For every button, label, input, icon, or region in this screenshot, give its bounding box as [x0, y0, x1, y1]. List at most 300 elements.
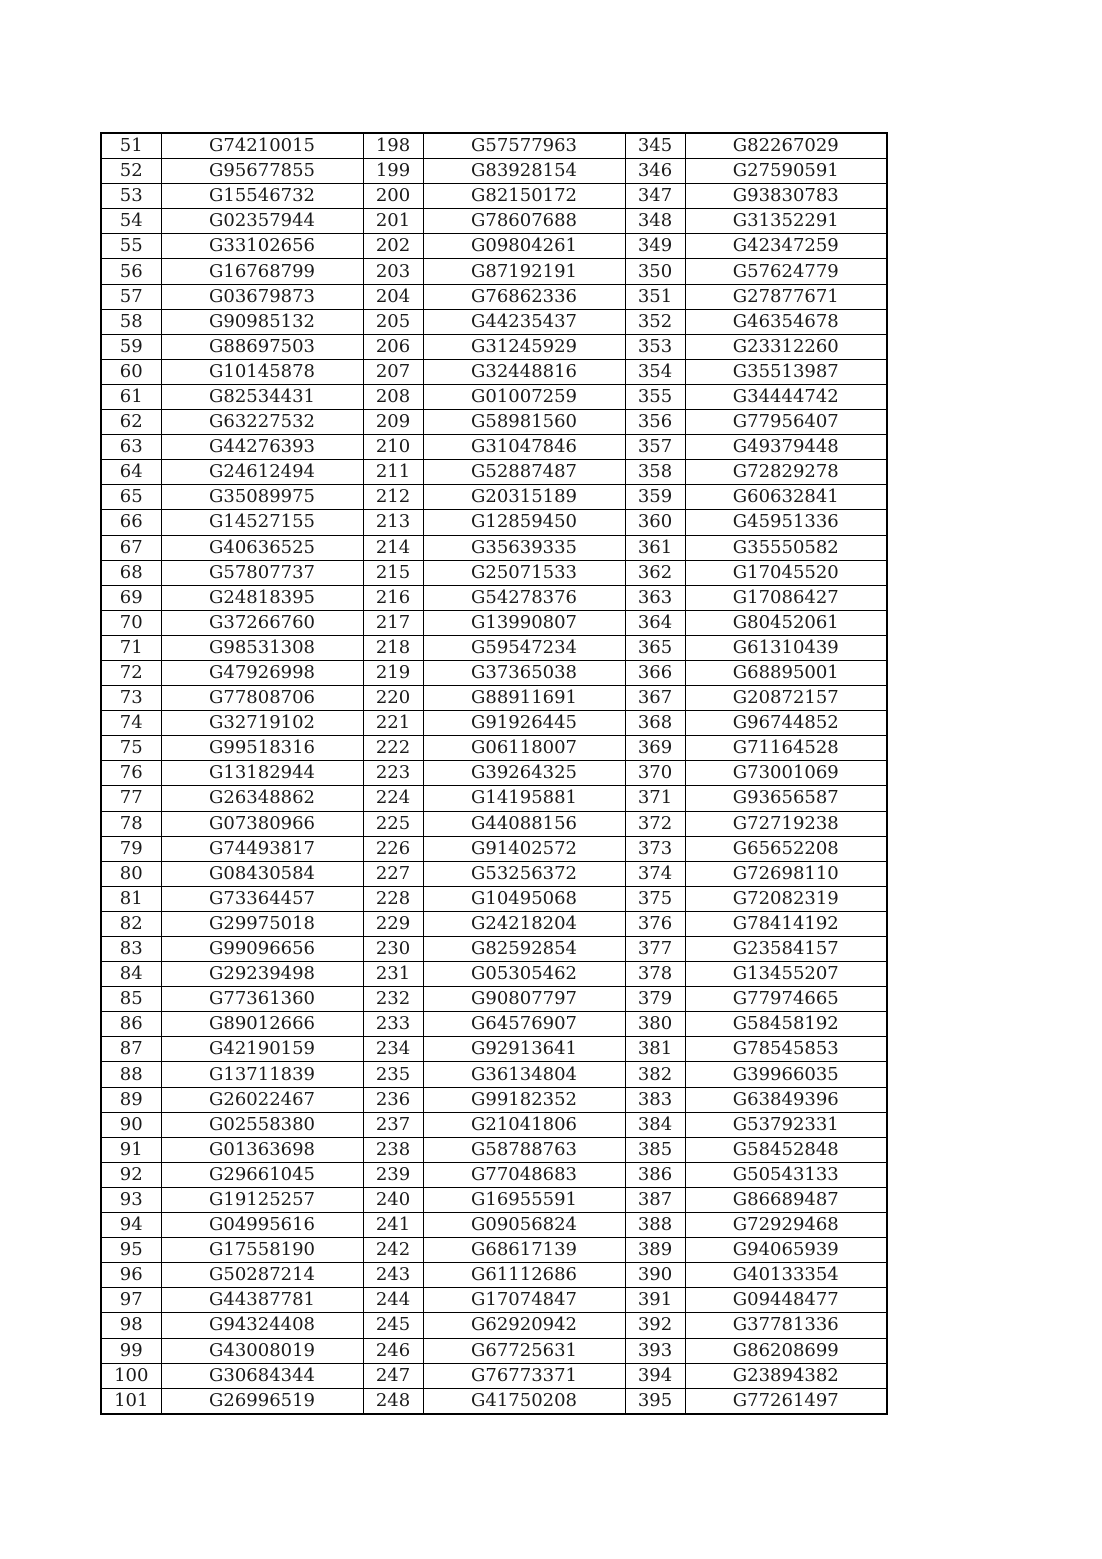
seq-number-cell: 356: [625, 410, 685, 435]
code-cell: G13182944: [161, 761, 363, 786]
code-cell: G90807797: [423, 987, 625, 1012]
seq-number-cell: 93: [101, 1187, 161, 1212]
table-body: [101, 133, 887, 1414]
seq-number-cell: 202: [363, 234, 423, 259]
table-row: [101, 811, 887, 836]
seq-number-cell: 388: [625, 1213, 685, 1238]
code-cell: G16768799: [161, 259, 363, 284]
seq-number-cell: 210: [363, 435, 423, 460]
seq-number-cell: 87: [101, 1037, 161, 1062]
table-row: [101, 334, 887, 359]
code-cell: G68617139: [423, 1238, 625, 1263]
code-cell: G32719102: [161, 711, 363, 736]
seq-number-cell: 232: [363, 987, 423, 1012]
seq-number-cell: 58: [101, 309, 161, 334]
table-row: [101, 234, 887, 259]
seq-number-cell: 350: [625, 259, 685, 284]
code-cell: G61112686: [423, 1263, 625, 1288]
table-row: [101, 1338, 887, 1363]
table-row: [101, 635, 887, 660]
seq-number-cell: 214: [363, 535, 423, 560]
code-cell: G24218204: [423, 911, 625, 936]
id-table: [100, 132, 888, 1415]
seq-number-cell: 54: [101, 209, 161, 234]
table-row: [101, 1087, 887, 1112]
code-cell: G74210015: [161, 133, 363, 159]
code-cell: G90985132: [161, 309, 363, 334]
table-row: [101, 510, 887, 535]
seq-number-cell: 364: [625, 610, 685, 635]
seq-number-cell: 380: [625, 1012, 685, 1037]
code-cell: G50543133: [685, 1162, 887, 1187]
seq-number-cell: 238: [363, 1137, 423, 1162]
seq-number-cell: 245: [363, 1313, 423, 1338]
seq-number-cell: 81: [101, 886, 161, 911]
table-row: [101, 1313, 887, 1338]
seq-number-cell: 82: [101, 911, 161, 936]
seq-number-cell: 88: [101, 1062, 161, 1087]
code-cell: G49379448: [685, 435, 887, 460]
code-cell: G13455207: [685, 962, 887, 987]
code-cell: G42347259: [685, 234, 887, 259]
code-cell: G78607688: [423, 209, 625, 234]
seq-number-cell: 383: [625, 1087, 685, 1112]
code-cell: G77261497: [685, 1388, 887, 1414]
code-cell: G68895001: [685, 660, 887, 685]
seq-number-cell: 96: [101, 1263, 161, 1288]
seq-number-cell: 387: [625, 1187, 685, 1212]
seq-number-cell: 199: [363, 159, 423, 184]
table-row: [101, 610, 887, 635]
code-cell: G05305462: [423, 962, 625, 987]
code-cell: G74493817: [161, 836, 363, 861]
seq-number-cell: 234: [363, 1037, 423, 1062]
code-cell: G24612494: [161, 460, 363, 485]
code-cell: G31245929: [423, 334, 625, 359]
seq-number-cell: 51: [101, 133, 161, 159]
code-cell: G87192191: [423, 259, 625, 284]
code-cell: G91402572: [423, 836, 625, 861]
seq-number-cell: 222: [363, 736, 423, 761]
seq-number-cell: 391: [625, 1288, 685, 1313]
seq-number-cell: 362: [625, 560, 685, 585]
table-row: [101, 1062, 887, 1087]
seq-number-cell: 90: [101, 1112, 161, 1137]
code-cell: G59547234: [423, 635, 625, 660]
code-cell: G09804261: [423, 234, 625, 259]
seq-number-cell: 62: [101, 410, 161, 435]
code-cell: G72719238: [685, 811, 887, 836]
code-cell: G17086427: [685, 585, 887, 610]
seq-number-cell: 78: [101, 811, 161, 836]
code-cell: G52887487: [423, 460, 625, 485]
code-cell: G23894382: [685, 1363, 887, 1388]
code-cell: G24818395: [161, 585, 363, 610]
seq-number-cell: 366: [625, 660, 685, 685]
seq-number-cell: 83: [101, 937, 161, 962]
seq-number-cell: 367: [625, 686, 685, 711]
seq-number-cell: 72: [101, 660, 161, 685]
table-row: [101, 711, 887, 736]
seq-number-cell: 63: [101, 435, 161, 460]
seq-number-cell: 215: [363, 560, 423, 585]
table-row: [101, 485, 887, 510]
seq-number-cell: 382: [625, 1062, 685, 1087]
seq-number-cell: 224: [363, 786, 423, 811]
seq-number-cell: 230: [363, 937, 423, 962]
seq-number-cell: 226: [363, 836, 423, 861]
code-cell: G36134804: [423, 1062, 625, 1087]
code-cell: G33102656: [161, 234, 363, 259]
code-cell: G89012666: [161, 1012, 363, 1037]
code-cell: G63227532: [161, 410, 363, 435]
code-cell: G17045520: [685, 560, 887, 585]
seq-number-cell: 198: [363, 133, 423, 159]
seq-number-cell: 354: [625, 359, 685, 384]
table-row: [101, 560, 887, 585]
table-row: [101, 184, 887, 209]
table-row: [101, 1137, 887, 1162]
table-row: [101, 1162, 887, 1187]
seq-number-cell: 228: [363, 886, 423, 911]
code-cell: G25071533: [423, 560, 625, 585]
seq-number-cell: 92: [101, 1162, 161, 1187]
code-cell: G63849396: [685, 1087, 887, 1112]
seq-number-cell: 361: [625, 535, 685, 560]
code-cell: G35089975: [161, 485, 363, 510]
code-cell: G10495068: [423, 886, 625, 911]
code-cell: G82267029: [685, 133, 887, 159]
code-cell: G98531308: [161, 635, 363, 660]
seq-number-cell: 395: [625, 1388, 685, 1414]
seq-number-cell: 203: [363, 259, 423, 284]
seq-number-cell: 386: [625, 1162, 685, 1187]
table-row: [101, 736, 887, 761]
code-cell: G86208699: [685, 1338, 887, 1363]
seq-number-cell: 205: [363, 309, 423, 334]
seq-number-cell: 381: [625, 1037, 685, 1062]
code-cell: G47926998: [161, 660, 363, 685]
code-cell: G27877671: [685, 284, 887, 309]
code-cell: G10145878: [161, 359, 363, 384]
code-cell: G88911691: [423, 686, 625, 711]
seq-number-cell: 65: [101, 485, 161, 510]
table-row: [101, 1263, 887, 1288]
seq-number-cell: 347: [625, 184, 685, 209]
seq-number-cell: 242: [363, 1238, 423, 1263]
seq-number-cell: 243: [363, 1263, 423, 1288]
table-row: [101, 786, 887, 811]
seq-number-cell: 227: [363, 861, 423, 886]
code-cell: G09448477: [685, 1288, 887, 1313]
code-cell: G02558380: [161, 1112, 363, 1137]
seq-number-cell: 221: [363, 711, 423, 736]
seq-number-cell: 244: [363, 1288, 423, 1313]
code-cell: G30684344: [161, 1363, 363, 1388]
code-cell: G62920942: [423, 1313, 625, 1338]
seq-number-cell: 211: [363, 460, 423, 485]
seq-number-cell: 225: [363, 811, 423, 836]
seq-number-cell: 206: [363, 334, 423, 359]
code-cell: G45951336: [685, 510, 887, 535]
seq-number-cell: 99: [101, 1338, 161, 1363]
code-cell: G73001069: [685, 761, 887, 786]
seq-number-cell: 85: [101, 987, 161, 1012]
code-cell: G34444742: [685, 384, 887, 409]
code-cell: G02357944: [161, 209, 363, 234]
seq-number-cell: 239: [363, 1162, 423, 1187]
code-cell: G26022467: [161, 1087, 363, 1112]
code-cell: G57807737: [161, 560, 363, 585]
table-row: [101, 836, 887, 861]
seq-number-cell: 70: [101, 610, 161, 635]
code-cell: G44276393: [161, 435, 363, 460]
seq-number-cell: 369: [625, 736, 685, 761]
code-cell: G83928154: [423, 159, 625, 184]
seq-number-cell: 208: [363, 384, 423, 409]
table-row: [101, 1187, 887, 1212]
code-cell: G31047846: [423, 435, 625, 460]
code-cell: G40636525: [161, 535, 363, 560]
seq-number-cell: 358: [625, 460, 685, 485]
seq-number-cell: 219: [363, 660, 423, 685]
seq-number-cell: 376: [625, 911, 685, 936]
code-cell: G27590591: [685, 159, 887, 184]
seq-number-cell: 64: [101, 460, 161, 485]
table-row: [101, 686, 887, 711]
seq-number-cell: 348: [625, 209, 685, 234]
code-cell: G13990807: [423, 610, 625, 635]
code-cell: G37781336: [685, 1313, 887, 1338]
code-cell: G53256372: [423, 861, 625, 886]
table-row: [101, 209, 887, 234]
code-cell: G77361360: [161, 987, 363, 1012]
table-row: [101, 861, 887, 886]
code-cell: G15546732: [161, 184, 363, 209]
seq-number-cell: 351: [625, 284, 685, 309]
seq-number-cell: 233: [363, 1012, 423, 1037]
seq-number-cell: 98: [101, 1313, 161, 1338]
seq-number-cell: 67: [101, 535, 161, 560]
code-cell: G23584157: [685, 937, 887, 962]
table-row: [101, 761, 887, 786]
code-cell: G08430584: [161, 861, 363, 886]
seq-number-cell: 56: [101, 259, 161, 284]
code-cell: G09056824: [423, 1213, 625, 1238]
table-row: [101, 886, 887, 911]
code-cell: G12859450: [423, 510, 625, 535]
code-cell: G93830783: [685, 184, 887, 209]
code-cell: G43008019: [161, 1338, 363, 1363]
seq-number-cell: 101: [101, 1388, 161, 1414]
code-cell: G82150172: [423, 184, 625, 209]
table-row: [101, 159, 887, 184]
code-cell: G54278376: [423, 585, 625, 610]
code-cell: G99096656: [161, 937, 363, 962]
code-cell: G58458192: [685, 1012, 887, 1037]
code-cell: G64576907: [423, 1012, 625, 1037]
seq-number-cell: 346: [625, 159, 685, 184]
table-row: [101, 987, 887, 1012]
seq-number-cell: 75: [101, 736, 161, 761]
table-row: [101, 309, 887, 334]
seq-number-cell: 359: [625, 485, 685, 510]
code-cell: G58981560: [423, 410, 625, 435]
seq-number-cell: 246: [363, 1338, 423, 1363]
code-cell: G78414192: [685, 911, 887, 936]
code-cell: G77808706: [161, 686, 363, 711]
seq-number-cell: 377: [625, 937, 685, 962]
code-cell: G53792331: [685, 1112, 887, 1137]
seq-number-cell: 207: [363, 359, 423, 384]
table-row: [101, 585, 887, 610]
seq-number-cell: 389: [625, 1238, 685, 1263]
seq-number-cell: 68: [101, 560, 161, 585]
table-row: [101, 535, 887, 560]
code-cell: G82534431: [161, 384, 363, 409]
code-cell: G14195881: [423, 786, 625, 811]
code-cell: G06118007: [423, 736, 625, 761]
seq-number-cell: 216: [363, 585, 423, 610]
seq-number-cell: 69: [101, 585, 161, 610]
code-cell: G72698110: [685, 861, 887, 886]
table-row: [101, 937, 887, 962]
code-cell: G57577963: [423, 133, 625, 159]
code-cell: G04995616: [161, 1213, 363, 1238]
seq-number-cell: 392: [625, 1313, 685, 1338]
code-cell: G20872157: [685, 686, 887, 711]
code-cell: G01363698: [161, 1137, 363, 1162]
seq-number-cell: 74: [101, 711, 161, 736]
seq-number-cell: 220: [363, 686, 423, 711]
table-row: [101, 1363, 887, 1388]
code-cell: G29975018: [161, 911, 363, 936]
seq-number-cell: 94: [101, 1213, 161, 1238]
code-cell: G26348862: [161, 786, 363, 811]
seq-number-cell: 200: [363, 184, 423, 209]
code-cell: G61310439: [685, 635, 887, 660]
code-cell: G16955591: [423, 1187, 625, 1212]
table-row: [101, 410, 887, 435]
seq-number-cell: 360: [625, 510, 685, 535]
seq-number-cell: 73: [101, 686, 161, 711]
seq-number-cell: 204: [363, 284, 423, 309]
code-cell: G92913641: [423, 1037, 625, 1062]
seq-number-cell: 84: [101, 962, 161, 987]
code-cell: G42190159: [161, 1037, 363, 1062]
code-cell: G44387781: [161, 1288, 363, 1313]
code-cell: G77956407: [685, 410, 887, 435]
code-cell: G91926445: [423, 711, 625, 736]
code-cell: G76773371: [423, 1363, 625, 1388]
code-cell: G94324408: [161, 1313, 363, 1338]
code-cell: G23312260: [685, 334, 887, 359]
code-cell: G41750208: [423, 1388, 625, 1414]
seq-number-cell: 353: [625, 334, 685, 359]
seq-number-cell: 212: [363, 485, 423, 510]
table-row: [101, 660, 887, 685]
table-row: [101, 133, 887, 159]
code-cell: G17558190: [161, 1238, 363, 1263]
table-row: [101, 284, 887, 309]
table-row: [101, 384, 887, 409]
code-cell: G58788763: [423, 1137, 625, 1162]
seq-number-cell: 368: [625, 711, 685, 736]
seq-number-cell: 357: [625, 435, 685, 460]
seq-number-cell: 59: [101, 334, 161, 359]
seq-number-cell: 393: [625, 1338, 685, 1363]
code-cell: G96744852: [685, 711, 887, 736]
seq-number-cell: 79: [101, 836, 161, 861]
code-cell: G46354678: [685, 309, 887, 334]
seq-number-cell: 213: [363, 510, 423, 535]
seq-number-cell: 89: [101, 1087, 161, 1112]
table-row: [101, 259, 887, 284]
seq-number-cell: 247: [363, 1363, 423, 1388]
code-cell: G93656587: [685, 786, 887, 811]
seq-number-cell: 53: [101, 184, 161, 209]
seq-number-cell: 370: [625, 761, 685, 786]
code-cell: G14527155: [161, 510, 363, 535]
seq-number-cell: 385: [625, 1137, 685, 1162]
code-cell: G20315189: [423, 485, 625, 510]
seq-number-cell: 77: [101, 786, 161, 811]
code-cell: G17074847: [423, 1288, 625, 1313]
code-cell: G03679873: [161, 284, 363, 309]
seq-number-cell: 71: [101, 635, 161, 660]
code-cell: G72829278: [685, 460, 887, 485]
seq-number-cell: 61: [101, 384, 161, 409]
code-cell: G58452848: [685, 1137, 887, 1162]
table-row: [101, 1213, 887, 1238]
seq-number-cell: 375: [625, 886, 685, 911]
seq-number-cell: 91: [101, 1137, 161, 1162]
table-row: [101, 435, 887, 460]
table-row: [101, 1388, 887, 1414]
seq-number-cell: 76: [101, 761, 161, 786]
code-cell: G77974665: [685, 987, 887, 1012]
seq-number-cell: 372: [625, 811, 685, 836]
seq-number-cell: 355: [625, 384, 685, 409]
table-row: [101, 460, 887, 485]
seq-number-cell: 235: [363, 1062, 423, 1087]
code-cell: G71164528: [685, 736, 887, 761]
seq-number-cell: 236: [363, 1087, 423, 1112]
code-cell: G77048683: [423, 1162, 625, 1187]
seq-number-cell: 240: [363, 1187, 423, 1212]
seq-number-cell: 86: [101, 1012, 161, 1037]
code-cell: G35639335: [423, 535, 625, 560]
code-cell: G82592854: [423, 937, 625, 962]
code-cell: G01007259: [423, 384, 625, 409]
seq-number-cell: 60: [101, 359, 161, 384]
seq-number-cell: 209: [363, 410, 423, 435]
seq-number-cell: 394: [625, 1363, 685, 1388]
seq-number-cell: 373: [625, 836, 685, 861]
code-cell: G86689487: [685, 1187, 887, 1212]
seq-number-cell: 80: [101, 861, 161, 886]
seq-number-cell: 384: [625, 1112, 685, 1137]
seq-number-cell: 349: [625, 234, 685, 259]
code-cell: G95677855: [161, 159, 363, 184]
code-cell: G35513987: [685, 359, 887, 384]
code-cell: G78545853: [685, 1037, 887, 1062]
code-cell: G37365038: [423, 660, 625, 685]
seq-number-cell: 371: [625, 786, 685, 811]
seq-number-cell: 365: [625, 635, 685, 660]
seq-number-cell: 231: [363, 962, 423, 987]
code-cell: G13711839: [161, 1062, 363, 1087]
